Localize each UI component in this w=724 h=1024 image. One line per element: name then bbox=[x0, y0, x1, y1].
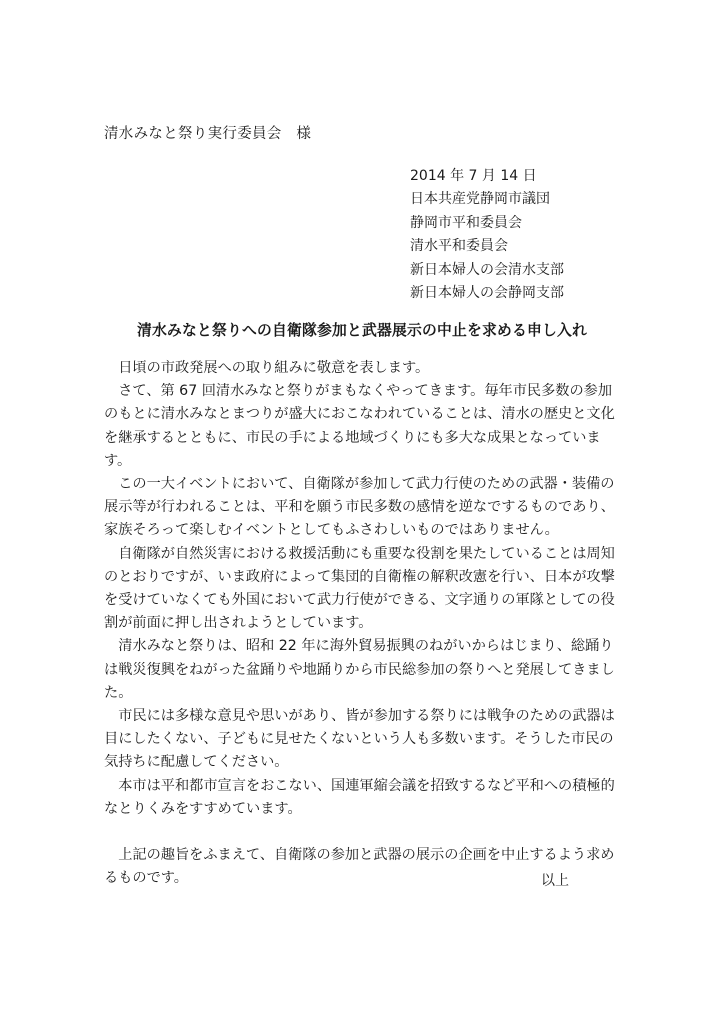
sender-block bbox=[410, 165, 564, 305]
body-paragraph: 自衛隊が自然災害における救援活動にも重要な役割を果たしていることは周知のとおりですが、いま政府によって集団的自衛権の解釈改憲を行い、日本が攻撃を受けていなくても外国において武力行使ができる、文字通りの軍隊としての役割が前面に押し出されようとしています。 bbox=[104, 545, 615, 632]
closing: 以上 bbox=[541, 873, 569, 889]
body-paragraph: 本市は平和都市宣言をおこない、国連軍縮会議を招致するなど平和への積極的なとりくみをすすめています。 bbox=[104, 777, 615, 817]
body-paragraph: 日頃の市政発展への取り組みに敬意を表します。 bbox=[118, 360, 430, 376]
body-paragraph: 上記の趣旨をふまえて、自衛隊の参加と武器の展示の企画を中止するよう求めるものです。 bbox=[104, 847, 615, 887]
letter-title: 清水みなと祭りへの自衛隊参加と武器展示の中止を求める申し入れ bbox=[137, 322, 587, 339]
addressee: 清水みなと祭り実行委員会 様 bbox=[104, 126, 312, 142]
letter-date: 2014 年 7 月 14 日 bbox=[410, 168, 537, 184]
body-paragraph: 清水みなと祭りは、昭和 22 年に海外貿易振興のねがいからはじまり、総踊りは戦災復興をねがった盆踊りや地踊りから市民総参加の祭りへと発展してきました。 bbox=[104, 638, 615, 701]
body-paragraph: 市民には多様な意見や思いがあり、皆が参加する祭りには戦争のための武器は目にしたくない、子どもに見せたくないという人も多数います。そうした市民の気持ちに配慮してください。 bbox=[104, 708, 615, 771]
body-paragraph: この一大イベントにおいて、自衛隊が参加して武力行使のための武器・装備の展示等が行われることは、平和を願う市民多数の感情を逆なでするものであり、家族そろって楽しむイベントとしてもふさわしいものではありません。 bbox=[104, 476, 615, 539]
sender-name: 新日本婦人の会静岡支部 bbox=[410, 285, 564, 302]
sender-name: 日本共産党静岡市議団 bbox=[410, 191, 550, 208]
sender-name: 清水平和委員会 bbox=[410, 238, 508, 255]
sender-name: 新日本婦人の会清水支部 bbox=[410, 261, 564, 278]
letter-body bbox=[104, 357, 624, 890]
sender-name: 静岡市平和委員会 bbox=[410, 214, 522, 231]
body-paragraph: さて、第 67 回清水みなと祭りがまもなくやってきます。毎年市民多数の参加のもとに清水みなとまつりが盛大におこなわれていることは、清水の歴史と文化を継承するとともに、市民の手による地域づくりにも多大な成果となっています。 bbox=[104, 383, 615, 469]
